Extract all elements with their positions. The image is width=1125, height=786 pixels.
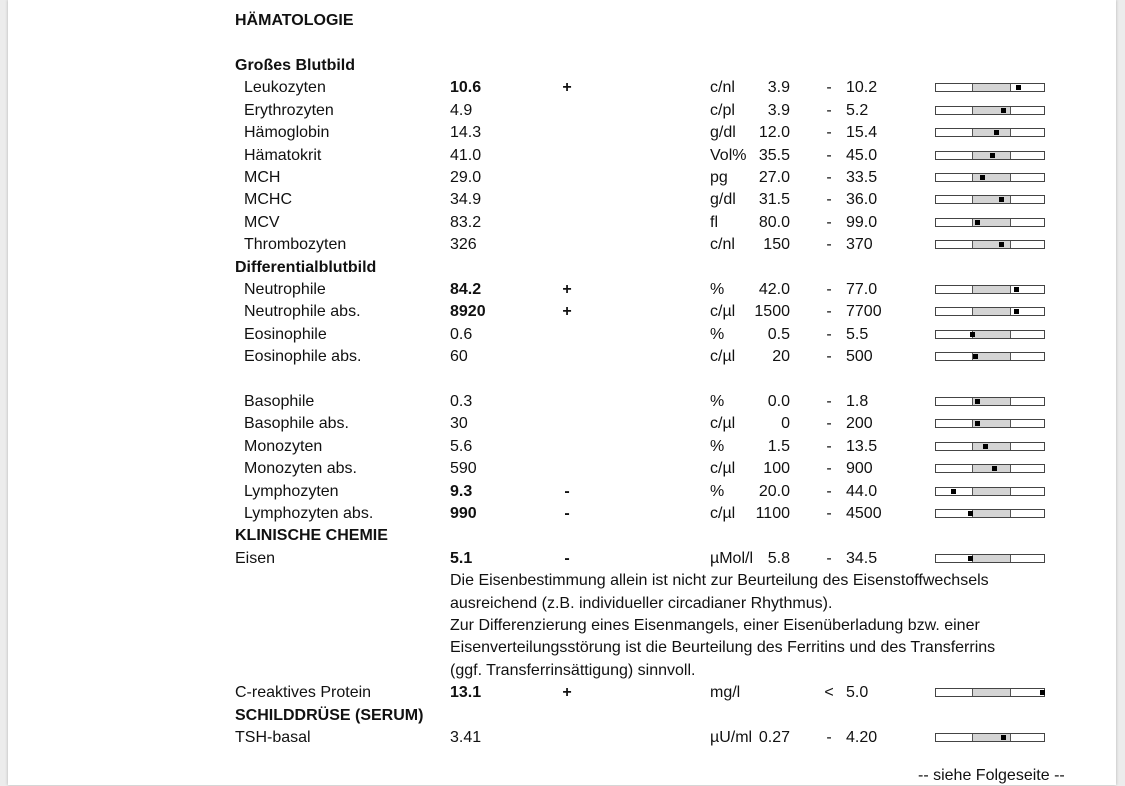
reference-separator: < [824,684,834,702]
range-gauge [935,352,1045,361]
continued-footer: -- siehe Folgeseite -- [918,767,1065,784]
range-gauge [935,285,1045,294]
reference-low: 80.0 [758,213,790,231]
test-unit: fl [710,213,718,231]
test-name: Leukozyten [244,79,326,97]
test-unit: c/nl [710,79,735,97]
value-marker [983,444,988,449]
test-value: 5.1 [450,549,473,567]
value-marker [1001,108,1006,113]
reference-high: 7700 [846,303,882,321]
abnormal-flag: - [564,505,570,522]
normal-range-band [972,443,1012,450]
test-unit: g/dl [710,124,736,142]
test-name: Neutrophile [244,281,326,298]
range-gauge [935,307,1045,316]
test-unit: % [710,437,725,455]
range-gauge [935,442,1045,451]
range-gauge [935,487,1045,496]
reference-low: 0.5 [767,325,790,343]
value-marker [968,556,973,561]
test-name: Erythrozyten [244,101,334,119]
range-gauge [935,83,1045,92]
reference-separator: - [826,281,832,298]
reference-low: 42.0 [758,281,790,298]
normal-range-band [972,241,1012,248]
reference-separator: - [826,460,832,478]
subsection-heading: Differentialblutbild [235,258,377,276]
reference-high: 5.0 [846,684,869,702]
range-gauge [935,173,1045,182]
section-heading: SCHILDDRÜSE (SERUM) [235,706,424,724]
reference-low: 0.27 [758,729,790,746]
range-gauge [935,688,1045,697]
reference-separator: - [826,236,832,254]
reference-high: 370 [846,236,873,254]
test-value: 84.2 [450,281,482,298]
test-unit: g/dl [710,191,736,209]
test-name: Neutrophile abs. [244,303,361,321]
reference-high: 500 [846,348,873,366]
reference-high: 77.0 [846,281,878,298]
reference-high: 34.5 [846,549,878,567]
normal-range-band [972,129,1012,136]
test-name: Basophile [244,393,315,410]
test-name: Eosinophile abs. [244,348,362,366]
value-marker [975,399,980,404]
test-name: MCH [244,169,281,186]
value-marker [1014,287,1019,292]
reference-high: 15.4 [846,124,878,142]
test-value: 83.2 [450,213,482,231]
note-line: Zur Differenzierung eines Eisenmangels, einer Eisenüberladung bzw. einer [450,617,980,634]
value-marker [999,242,1004,247]
reference-high: 200 [846,415,873,433]
test-unit: c/µl [710,348,736,366]
note-line: ausreichend (z.B. individueller circadianer Rhythmus). [450,594,833,612]
test-unit: c/µl [710,505,736,522]
value-marker [1016,85,1021,90]
normal-range-band [972,689,1012,696]
test-value: 13.1 [450,684,482,702]
range-gauge [935,330,1045,339]
test-unit: % [710,482,725,500]
test-value: 10.6 [450,79,482,97]
reference-low: 3.9 [767,101,790,119]
normal-range-band [972,174,1012,181]
test-value: 9.3 [450,482,473,500]
value-marker [980,175,985,180]
test-unit: c/µl [710,303,736,321]
test-name: Thrombozyten [244,236,347,254]
reference-high: 36.0 [846,191,878,209]
range-gauge [935,128,1045,137]
test-name: Hämoglobin [244,124,330,142]
abnormal-flag: + [562,79,572,97]
reference-high: 44.0 [846,482,878,500]
test-name: Monozyten abs. [244,460,357,478]
normal-range-band [972,353,1012,360]
test-name: MCV [244,213,280,231]
subsection-heading: Großes Blutbild [235,57,355,74]
note-line: (ggf. Transferrinsättigung) sinnvoll. [450,661,696,679]
reference-separator: - [826,505,832,522]
test-name: C-reaktives Protein [235,684,372,702]
reference-low: 5.8 [767,549,790,567]
test-value: 5.6 [450,437,473,455]
range-gauge [935,419,1045,428]
reference-separator: - [826,303,832,321]
range-gauge [935,195,1045,204]
section-heading: HÄMATOLOGIE [235,12,354,29]
reference-low: 31.5 [758,191,790,209]
abnormal-flag: - [564,482,570,500]
range-gauge [935,106,1045,115]
value-marker [1014,309,1019,314]
normal-range-band [972,555,1012,562]
test-unit: % [710,281,725,298]
test-unit: µMol/l [710,549,753,567]
reference-separator: - [826,101,832,119]
value-marker [973,354,978,359]
reference-high: 4.20 [846,729,878,746]
test-value: 60 [450,348,468,366]
value-marker [992,466,997,471]
reference-low: 12.0 [758,124,790,142]
test-name: Hämatokrit [244,146,322,164]
reference-separator: - [826,169,832,186]
test-value: 4.9 [450,101,473,119]
test-unit: % [710,325,725,343]
reference-low: 27.0 [758,169,790,186]
test-name: MCHC [244,191,292,209]
test-value: 0.6 [450,325,473,343]
test-name: TSH-basal [235,729,311,746]
value-marker [1001,735,1006,740]
value-marker [975,220,980,225]
abnormal-flag: + [562,684,572,702]
test-name: Eisen [235,549,276,567]
test-value: 0.3 [450,393,473,410]
range-gauge [935,218,1045,227]
abnormal-flag: + [562,281,572,298]
abnormal-flag: - [564,549,570,567]
report-page [8,0,1116,785]
reference-low: 3.9 [767,79,790,97]
test-unit: µU/ml [710,729,753,746]
reference-low: 1100 [755,505,790,522]
reference-high: 4500 [846,505,882,522]
test-unit: Vol% [710,146,747,164]
note-line: Eisenverteilungsstörung ist die Beurteilung des Ferritins und des Transferrins [450,639,996,657]
reference-low: 20.0 [758,482,790,500]
value-marker [1040,690,1045,695]
reference-high: 1.8 [846,393,869,410]
reference-high: 13.5 [846,437,878,455]
test-unit: c/µl [710,415,736,433]
reference-separator: - [826,79,832,97]
range-gauge [935,509,1045,518]
value-marker [975,421,980,426]
section-heading: KLINISCHE CHEMIE [235,527,388,545]
test-value: 3.41 [450,729,482,746]
reference-separator: - [826,729,832,746]
normal-range-band [972,286,1012,293]
test-value: 14.3 [450,124,482,142]
test-name: Basophile abs. [244,415,349,433]
value-marker [970,332,975,337]
value-marker [951,489,956,494]
test-value: 29.0 [450,169,482,186]
test-unit: c/nl [710,236,735,254]
normal-range-band [972,488,1012,495]
reference-separator: - [826,124,832,142]
test-name: Monozyten [244,437,323,455]
test-unit: mg/l [710,684,741,702]
reference-separator: - [826,348,832,366]
reference-separator: - [826,415,832,433]
test-value: 8920 [450,303,486,321]
test-name: Lymphozyten abs. [244,505,374,522]
reference-high: 5.2 [846,101,869,119]
range-gauge [935,397,1045,406]
test-name: Eosinophile [244,325,327,343]
reference-low: 150 [763,236,790,254]
range-gauge [935,151,1045,160]
test-value: 34.9 [450,191,482,209]
value-marker [994,130,999,135]
range-gauge [935,240,1045,249]
test-value: 326 [450,236,477,254]
reference-low: 20 [772,348,790,366]
reference-high: 45.0 [846,146,878,164]
value-marker [990,153,995,158]
reference-high: 5.5 [846,325,869,343]
test-value: 30 [450,415,468,433]
reference-separator: - [826,393,832,410]
test-unit: c/pl [710,101,735,119]
range-gauge [935,464,1045,473]
range-gauge [935,733,1045,742]
note-line: Die Eisenbestimmung allein ist nicht zur Beurteilung des Eisenstoffwechsels [450,572,989,590]
reference-low: 100 [763,460,790,478]
reference-low: 35.5 [758,146,790,164]
normal-range-band [972,510,1012,517]
value-marker [968,511,973,516]
test-value: 41.0 [450,146,482,164]
reference-high: 99.0 [846,213,878,231]
reference-separator: - [826,437,832,455]
test-unit: pg [710,169,728,186]
reference-separator: - [826,549,832,567]
test-name: Lymphozyten [244,482,339,500]
reference-high: 900 [846,460,873,478]
reference-low: 1.5 [767,437,790,455]
abnormal-flag: + [562,303,572,321]
reference-separator: - [826,482,832,500]
reference-separator: - [826,213,832,231]
normal-range-band [972,331,1012,338]
range-gauge [935,554,1045,563]
normal-range-band [972,196,1012,203]
reference-separator: - [826,146,832,164]
value-marker [999,197,1004,202]
reference-low: 0.0 [767,393,790,410]
reference-low: 1500 [754,303,790,321]
test-value: 990 [450,505,477,522]
reference-high: 33.5 [846,169,878,186]
reference-low: 0 [781,415,790,433]
normal-range-band [972,308,1012,315]
reference-separator: - [826,191,832,209]
test-unit: % [710,393,725,410]
reference-high: 10.2 [846,79,878,97]
normal-range-band [972,84,1012,91]
test-unit: c/µl [710,460,736,478]
test-value: 590 [450,460,477,478]
reference-separator: - [826,325,832,343]
